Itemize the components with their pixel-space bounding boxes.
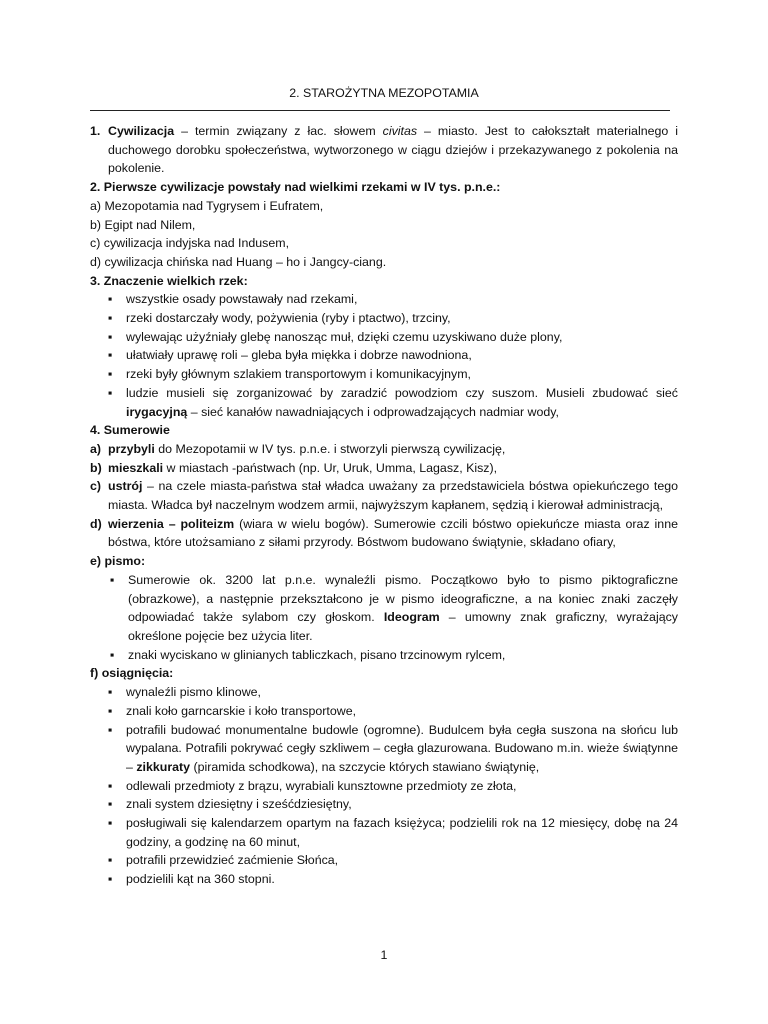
section-4-point-f-heading: f) osiągnięcia: bbox=[90, 666, 174, 681]
section-2-item: c) cywilizacja indyjska nad Indusem, bbox=[90, 236, 290, 251]
page-number: 1 bbox=[380, 948, 388, 962]
section-3-heading: 3. Znaczenie wielkich rzek: bbox=[90, 273, 248, 288]
section-2-heading: 2. Pierwsze cywilizacje powstały nad wielkimi rzekami w IV tys. p.n.e.: bbox=[90, 180, 501, 195]
ideogram-term: Ideogram bbox=[383, 610, 440, 625]
achievements-list-item: ▪ podzielili kąt na 360 stopni. bbox=[90, 870, 678, 889]
bullet-icon: ▪ bbox=[108, 797, 113, 812]
section-4-point-e-heading: e) pismo: bbox=[90, 554, 146, 569]
section-4-point-a: a) przybyli do Mezopotamii w IV tys. p.n.e. i stworzyli pierwszą cywilizację, bbox=[90, 441, 506, 456]
bullet-icon: ▪ bbox=[108, 367, 113, 382]
section-3-list-item: ▪ wszystkie osady powstawały nad rzekami, bbox=[90, 290, 678, 309]
section-3-list-item: ▪ rzeki były głównym szlakiem transportowym i komunikacyjnym, bbox=[90, 365, 678, 384]
writing-list-item: ▪ Sumerowie ok. 3200 lat p.n.e. wynaleźli pismo. Początkowo było to pismo piktograficzne (obrazkowe), a następnie przekształcono je w pismo ideograficzne, a na koniec znaki zaczęły odpowiadać także sylabom czy głoskom. Ideogram – umowny znak graficzny, wyrażający określone pojęcie bez użycia liter. bbox=[110, 572, 678, 643]
section-3-list-item: ▪ rzeki dostarczały wody, pożywienia (ryby i ptactwo), trzciny, bbox=[90, 309, 678, 328]
document-body bbox=[90, 122, 678, 889]
section-3-list-item: ▪ wylewając użyźniały glebę nanosząc muł, dzięki czemu uzyskiwano duże plony, bbox=[90, 328, 678, 347]
bullet-icon: ▪ bbox=[108, 872, 113, 887]
bullet-icon: ▪ bbox=[108, 778, 113, 793]
section-2-item: b) Egipt nad Nilem, bbox=[90, 217, 196, 232]
achievements-list-item: ▪ znali koło garncarskie i koło transportowe, bbox=[90, 702, 678, 721]
bullet-icon: ▪ bbox=[108, 348, 113, 363]
section-1-text-1: – termin związany z łac. słowem bbox=[174, 124, 383, 138]
section-1-term: Cywilizacja bbox=[108, 124, 175, 138]
achievements-list-item: ▪ znali system dziesiętny i sześćdziesiętny, bbox=[90, 795, 678, 814]
section-1-definition bbox=[90, 122, 678, 178]
bullet-icon: ▪ bbox=[108, 385, 113, 400]
writing-list-item: ▪ znaki wyciskano w glinianych tabliczkach, pisano trzcinowym rylcem, bbox=[90, 646, 678, 665]
irrigation-term: irygacyjną bbox=[126, 404, 188, 419]
bullet-icon: ▪ bbox=[108, 685, 113, 700]
bullet-icon: ▪ bbox=[108, 722, 113, 737]
section-1-number: 1. bbox=[90, 124, 101, 138]
achievements-list-item: ▪ wynaleźli pismo klinowe, bbox=[90, 683, 678, 702]
section-4-point-d: d) wierzenia – politeizm (wiara w wielu bogów). Sumerowie czcili bóstwo opiekuńcze miasta oraz inne bóstwa, które utożsamiano z siłami przyrody. Bóstwom budowano świątynie, składano ofiary, bbox=[90, 516, 678, 550]
section-4-heading: 4. Sumerowie bbox=[90, 423, 170, 438]
title-divider bbox=[90, 110, 670, 111]
bullet-icon: ▪ bbox=[108, 703, 113, 718]
section-4-point-c: c) ustrój – na czele miasta-państwa stał władca uważany za przedstawiciela bóstwa opiekuńczego tego miasta. Władca był naczelnym wodzem armii, najwyższym kapłanem, sędzią i kierował administracją, bbox=[90, 479, 678, 513]
section-3-list-item: ▪ ludzie musieli się zorganizować by zaradzić powodziom czy suszom. Musieli zbudować sieć irygacyjną – sieć kanałów nawadniających i odprowadzających nadmiar wody, bbox=[108, 385, 678, 419]
achievements-list-item: ▪ potrafili budować monumentalne budowle (ogromne). Budulcem była cegła suszona na słońcu lub wypalana. Potrafili pokrywać cegły szkliwem – cegła glazurowana. Budowano m.in. wieże świątynne – zikkuraty (piramida schodkowa), na szczycie których stawiano świątynię, bbox=[108, 722, 678, 774]
section-2-item: d) cywilizacja chińska nad Huang – ho i Jangcy-ciang. bbox=[90, 254, 387, 269]
section-2-item: a) Mezopotamia nad Tygrysem i Eufratem, bbox=[90, 198, 324, 213]
bullet-icon: ▪ bbox=[108, 311, 113, 326]
ziggurat-term: zikkuraty bbox=[136, 759, 191, 774]
page-title: 2. STAROŻYTNA MEZOPOTAMIA bbox=[289, 86, 479, 100]
bullet-icon: ▪ bbox=[110, 647, 115, 662]
achievements-list-item: ▪ odlewali przedmioty z brązu, wyrabiali kunsztowne przedmioty ze złota, bbox=[90, 777, 678, 796]
achievements-list-item: ▪ posługiwali się kalendarzem opartym na fazach księżyca; podzielili rok na 12 miesięcy, dobę na 24 godziny, a godzinę na 60 minut, bbox=[108, 816, 678, 849]
section-3-list-item: ▪ ułatwiały uprawę roli – gleba była miękka i dobrze nawodniona, bbox=[90, 346, 678, 365]
section-4-point-b: b) mieszkali w miastach -państwach (np. Ur, Uruk, Umma, Lagasz, Kisz), bbox=[90, 460, 498, 475]
achievements-list-item: ▪ potrafili przewidzieć zaćmienie Słońca, bbox=[90, 851, 678, 870]
bullet-icon: ▪ bbox=[108, 816, 113, 831]
bullet-icon: ▪ bbox=[108, 329, 113, 344]
bullet-icon: ▪ bbox=[108, 292, 113, 307]
section-1-text-2: – miasto. Jest to całokształt materialnego i duchowego dorobku społeczeństwa, wytworzonego w ciągu dziejów i przekazywanego z pokolenia na pokolenie. bbox=[108, 124, 678, 176]
section-1-latin-word: civitas bbox=[382, 124, 418, 138]
bullet-icon: ▪ bbox=[110, 572, 115, 587]
bullet-icon: ▪ bbox=[108, 853, 113, 868]
